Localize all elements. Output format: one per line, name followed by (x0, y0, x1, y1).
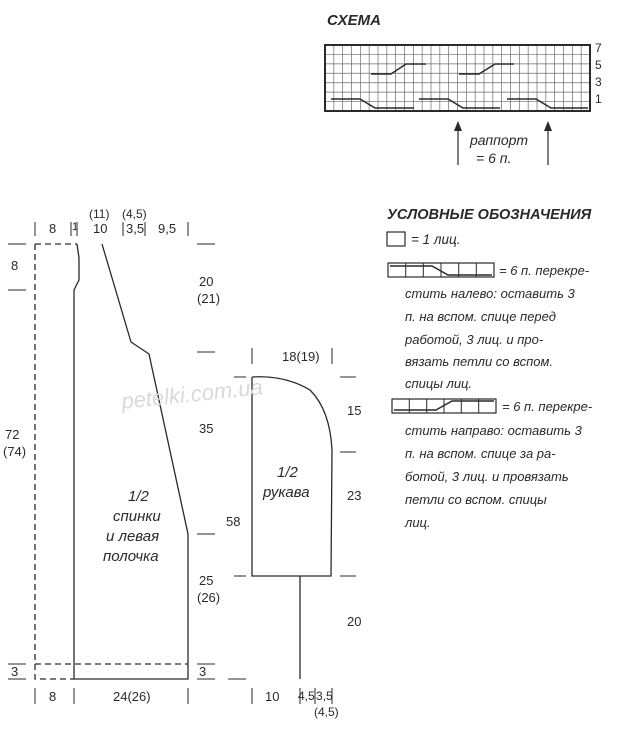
body-dim-left-bottom: 3 (11, 664, 19, 679)
chart-cable-upper-2 (459, 64, 514, 74)
scheme-title: СХЕМА (327, 12, 381, 29)
body-dim-top-shoulder: 8 (49, 221, 57, 236)
sleeve-dim-bottom-alt: (4,5) (314, 705, 339, 719)
body-dim-left-top: 8 (11, 258, 19, 273)
body-label-3: и левая (106, 528, 160, 545)
body-dim-right-lower: 25 (199, 573, 214, 588)
row-number-3: 3 (595, 75, 602, 89)
legend-left-cross-line-1: = 6 п. перекре- (499, 263, 590, 278)
body-dim-top-neck: 10 (93, 221, 108, 236)
body-dim-right-middle: 35 (199, 421, 214, 436)
body-dim-top-neck-alt: (11) (89, 207, 110, 221)
legend-left-cross-line-2: стить налево: оставить 3 (405, 286, 575, 301)
row-number-1: 1 (595, 92, 602, 106)
chart-cable-lower-1 (331, 99, 414, 108)
sleeve-dim-bottom-a: 4,5 (298, 689, 315, 703)
legend-left-cross-symbol (388, 263, 494, 277)
chart-cable-upper-1 (371, 64, 426, 74)
repeat-arrow-left (454, 121, 462, 131)
body-bottom-dim-ticks (35, 688, 188, 704)
legend-knit-cell (387, 232, 405, 246)
legend-right-cross-line-2: стить направо: оставить 3 (405, 423, 582, 438)
repeat-label: раппорт (470, 132, 529, 148)
body-dim-top-side: 9,5 (158, 221, 177, 236)
legend-right-cross-line-5: петли со вспом. спицы (405, 492, 547, 507)
body-label-2: спинки (113, 508, 161, 525)
legend-right-cross-line-6: лиц. (405, 515, 431, 530)
sleeve-dim-bottom-b: 3,5 (316, 689, 333, 703)
sleeve-dim-right-cap: 15 (347, 403, 362, 418)
sleeve-dim-top: 18(19) (282, 349, 320, 364)
sleeve-dim-right-middle: 23 (347, 488, 362, 503)
body-dim-right-bottom: 3 (199, 664, 207, 679)
body-dim-left-length-alt: (74) (3, 444, 27, 459)
sleeve-dim-left: 58 (226, 514, 241, 529)
body-dim-right-lower-alt: (26) (197, 590, 221, 605)
body-dim-left-length: 72 (5, 427, 20, 442)
body-dim-right-top-alt: (21) (197, 291, 221, 306)
sleeve-dim-right-cuff: 20 (347, 614, 362, 629)
legend-right-cross-line-3: п. на вспом. спице за ра- (405, 446, 556, 461)
body-pattern (8, 222, 215, 704)
legend-knit-text: = 1 лиц. (411, 232, 461, 247)
row-number-7: 7 (595, 41, 602, 55)
body-label-4: полочка (103, 548, 159, 565)
body-label-1: 1/2 (128, 488, 149, 505)
body-outline (74, 244, 188, 679)
body-band-dashed (35, 244, 188, 679)
sleeve-outline (252, 377, 332, 679)
legend-left-cross-line-4: работой, 3 лиц. и про- (405, 332, 544, 347)
legend-left-cross-line-3: п. на вспом. спице перед (405, 309, 556, 324)
sleeve-label-2: рукава (263, 484, 310, 501)
row-number-5: 5 (595, 58, 602, 72)
body-dim-top-band: 1 (72, 221, 79, 233)
sleeve-label-1: 1/2 (277, 464, 298, 481)
legend-right-cross-line-4: ботой, 3 лиц. и провязать (405, 469, 569, 484)
legend-right-cross-line-1: = 6 п. перекре- (502, 399, 593, 414)
legend-right-cross-symbol (392, 399, 496, 413)
legend-left-cross-line-5: вязать петли со вспом. (405, 354, 554, 369)
body-dim-top-armhole-alt: (4,5) (122, 207, 147, 221)
body-dim-bottom-width: 24(26) (113, 689, 151, 704)
stitch-chart (325, 45, 590, 165)
body-dim-top-armhole: 3,5 (126, 221, 145, 236)
body-dim-bottom-band: 8 (49, 689, 57, 704)
repeat-arrow-right (544, 121, 552, 131)
repeat-count: = 6 п. (476, 150, 512, 166)
watermark: petelki.com.ua (120, 374, 264, 414)
legend-title: УСЛОВНЫЕ ОБОЗНАЧЕНИЯ (387, 207, 592, 223)
body-dim-right-top: 20 (199, 274, 214, 289)
sleeve-dim-bottom-width: 10 (265, 689, 280, 704)
body-left-dim-ticks (8, 244, 26, 679)
legend-left-cross-line-6: спицы лиц. (405, 376, 473, 391)
body-right-dim-ticks (197, 244, 215, 679)
